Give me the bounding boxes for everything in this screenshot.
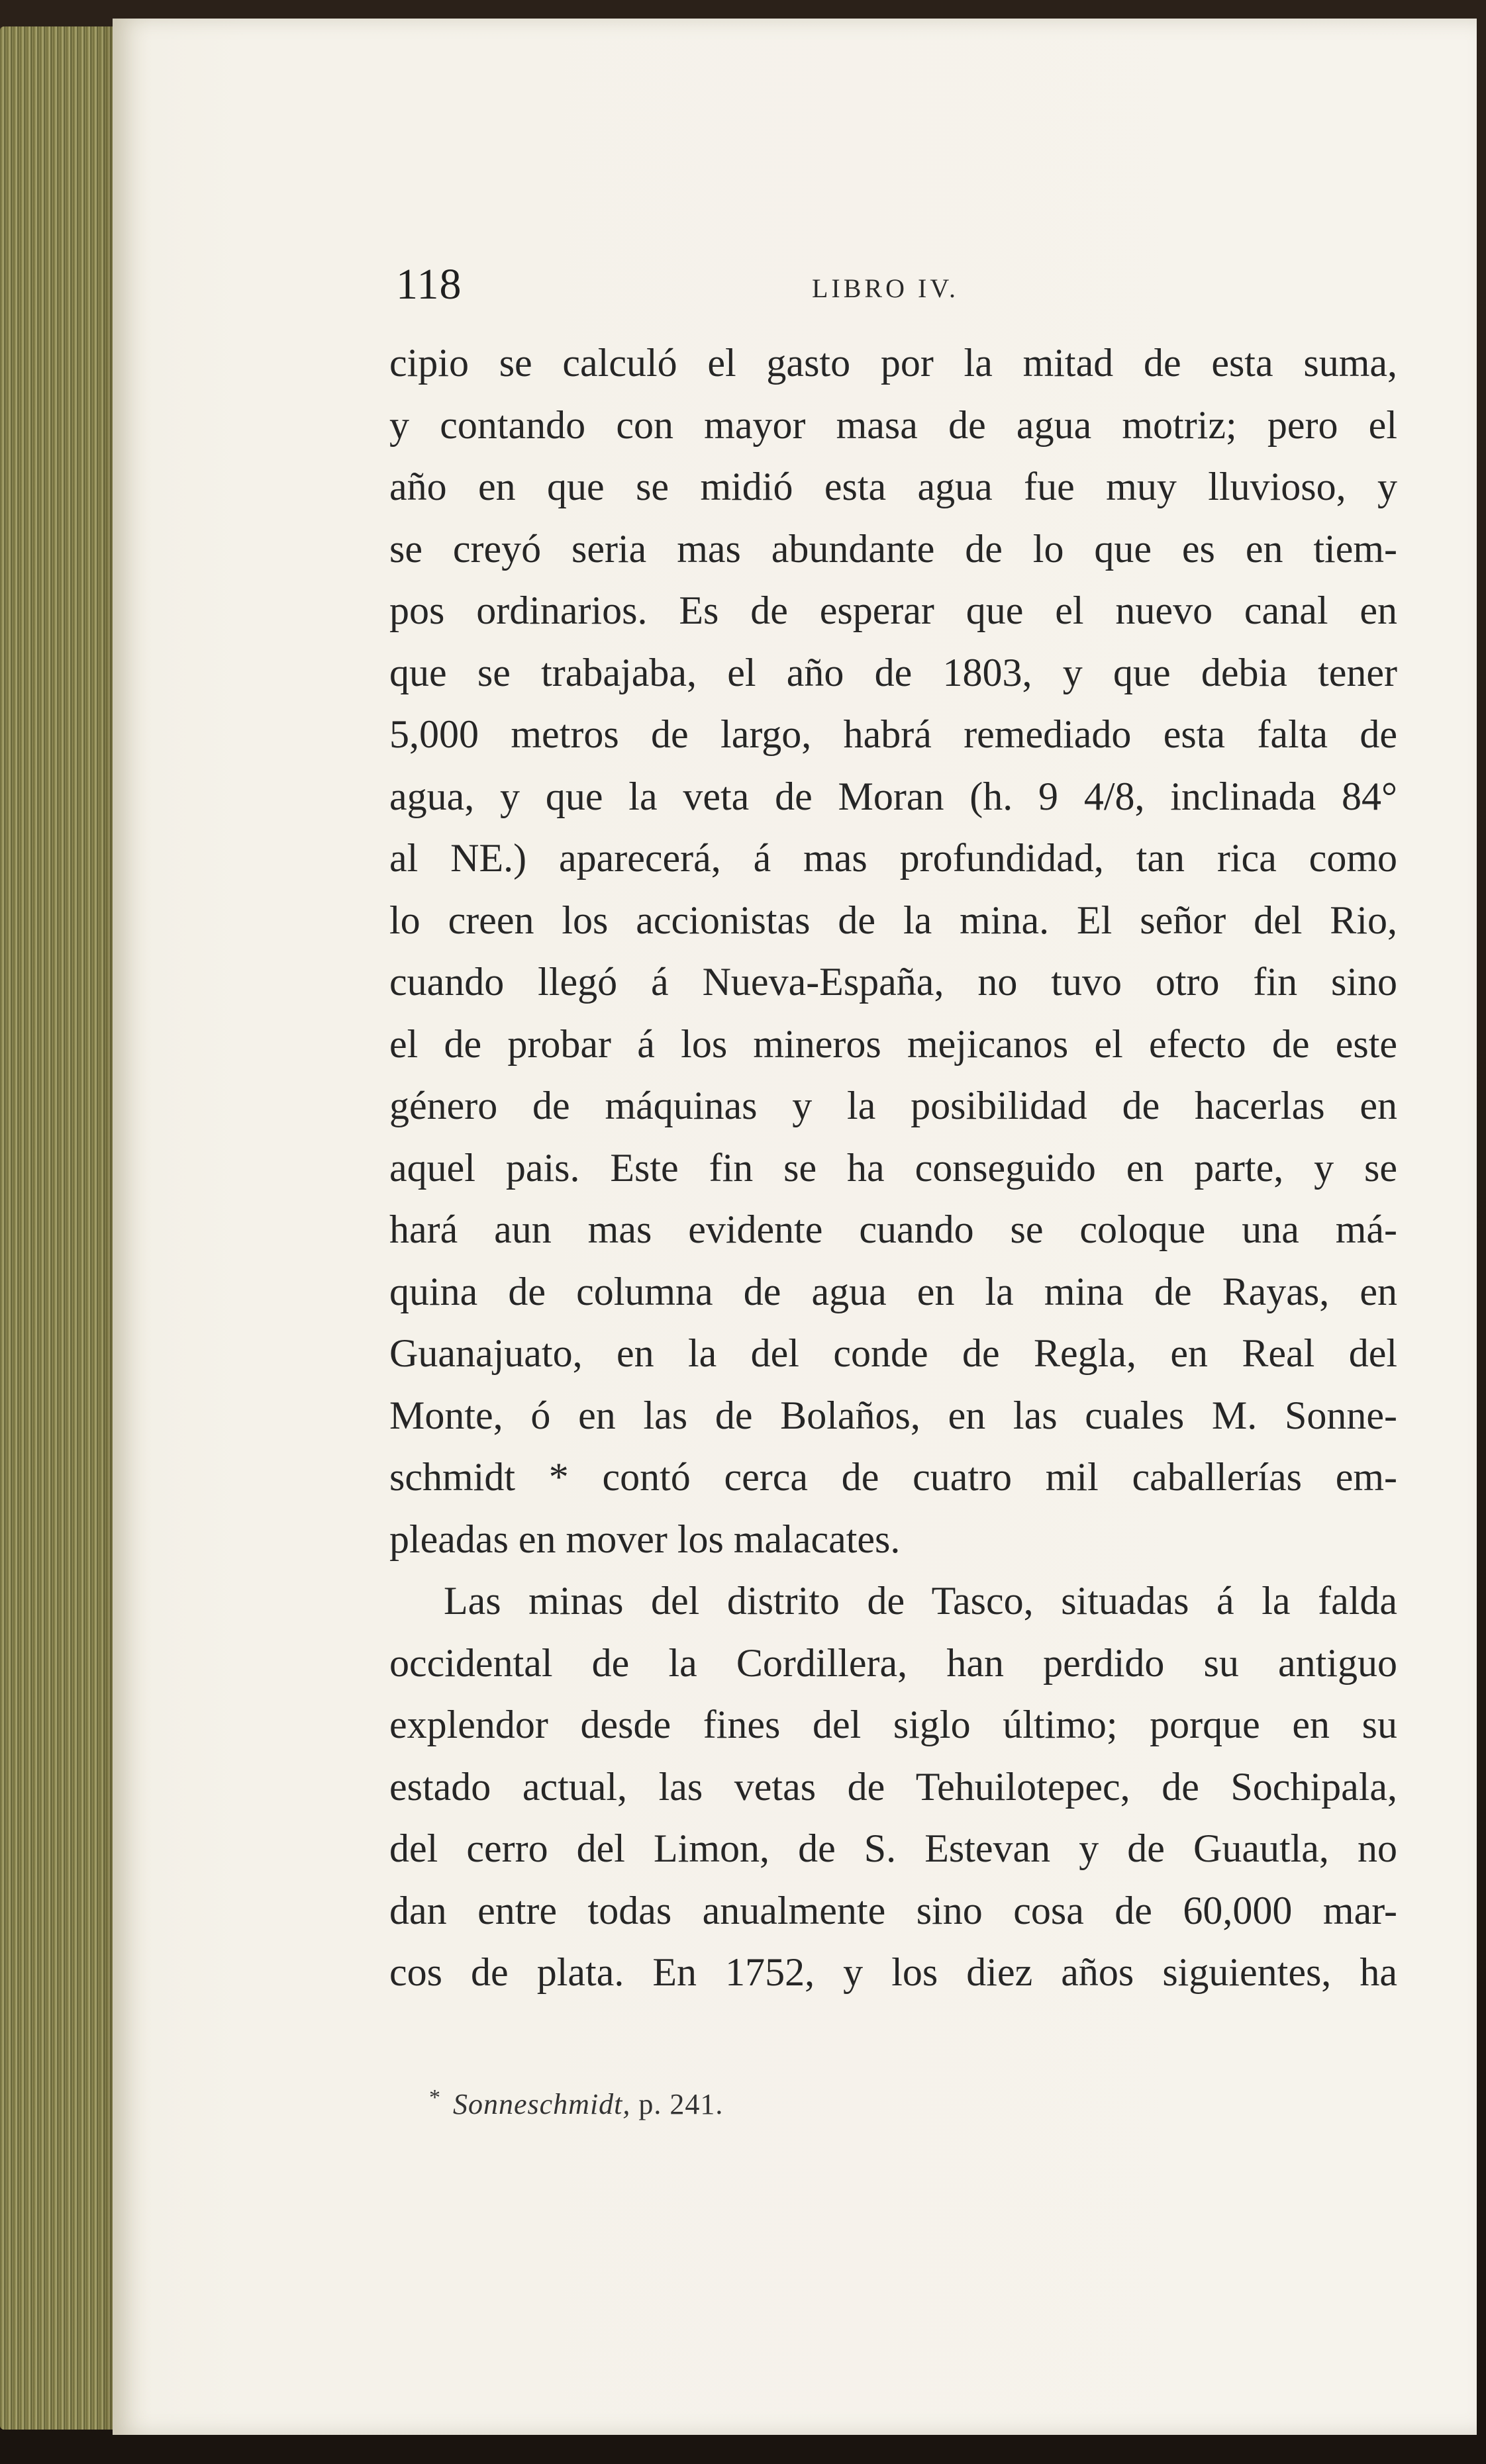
text-line: lo creen los accionistas de la mina. El señor del Rio, [389, 898, 1397, 942]
text-line: Guanajuato, en la del conde de Regla, en Real del [389, 1331, 1397, 1375]
text-line: año en que se midió esta agua fue muy lluvioso, y [389, 465, 1397, 508]
text-line: 5,000 metros de largo, habrá remediado esta falta de [389, 712, 1397, 756]
running-head: LIBRO IV. [812, 273, 960, 303]
footnote-marker: * [429, 2085, 441, 2110]
text-line: al NE.) aparecerá, á mas profundidad, tan rica como [389, 836, 1397, 880]
text-line: cos de plata. En 1752, y los diez años siguientes, ha [389, 1950, 1397, 1994]
text-line: que se trabajaba, el año de 1803, y que debia tener [389, 650, 1397, 694]
text-line: estado actual, las vetas de Tehuilotepec, de Sochipala, [389, 1764, 1397, 1809]
body-text [389, 332, 1397, 2004]
text-line: pos ordinarios. Es de esperar que el nuevo canal en [389, 589, 1397, 632]
text-line: cipio se calculó el gasto por la mitad de esta suma, [389, 341, 1397, 385]
text-line: explendor desde fines del siglo último; porque en su [389, 1703, 1397, 1746]
text-line: hará aun mas evidente cuando se coloque una má- [389, 1208, 1397, 1251]
page-edges [0, 26, 126, 2430]
text-line: cuando llegó á Nueva-España, no tuvo otro fin sino [389, 960, 1397, 1004]
text-line: se creyó seria mas abundante de lo que es en tiem- [389, 526, 1397, 571]
text-line: género de máquinas y la posibilidad de hacerlas en [389, 1084, 1397, 1127]
text-line: Monte, ó en las de Bolaños, en las cuales M. Sonne- [389, 1393, 1397, 1437]
text-line: occidental de la Cordillera, han perdido su antiguo [389, 1640, 1397, 1685]
text-line: del cerro del Limon, de S. Estevan y de Guautla, no [389, 1826, 1397, 1870]
text-line: aquel pais. Este fin se ha conseguido en parte, y se [389, 1145, 1397, 1190]
footnote-page: p. 241. [638, 2088, 724, 2120]
text-line: quina de columna de agua en la mina de Rayas, en [389, 1269, 1397, 1313]
text-line: y contando con mayor masa de agua motriz; pero el [389, 403, 1397, 447]
text-line: agua, y que la veta de Moran (h. 9 4/8, inclinada 84° [389, 774, 1397, 818]
text-line: pleadas en mover los malacates. [389, 1517, 901, 1561]
text-line: dan entre todas anualmente sino cosa de 60,000 mar- [389, 1888, 1397, 1932]
page-number: 118 [396, 260, 462, 308]
footnote-author: Sonneschmidt, [453, 2088, 631, 2120]
page-header [396, 260, 1396, 319]
text-line: el de probar á los mineros mejicanos el efecto de este [389, 1021, 1397, 1066]
text-line: Las minas del distrito de Tasco, situadas á la falda [444, 1579, 1397, 1623]
text-line: schmidt * contó cerca de cuatro mil caballerías em- [389, 1455, 1397, 1499]
footnote [429, 2085, 1224, 2121]
